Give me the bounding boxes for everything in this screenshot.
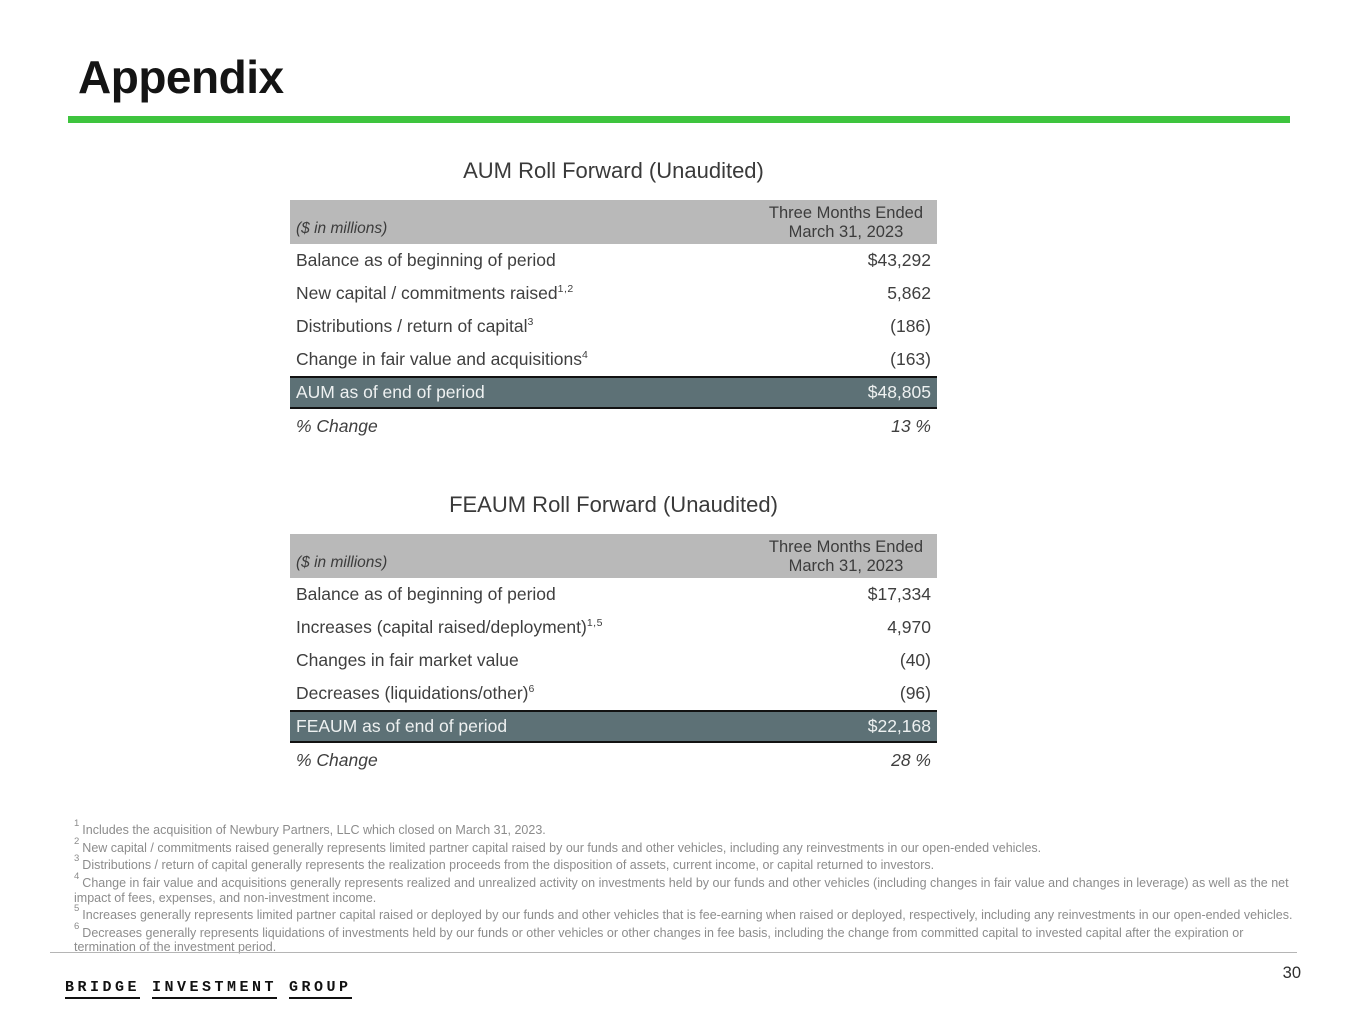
table-row: [290, 310, 937, 343]
percent-change-value: 28 %: [891, 749, 931, 770]
row-footnote-ref: 3: [527, 316, 534, 328]
footnote-text: New capital / commitments raised generally represents limited partner capital raised by our funds and other vehicles, including any reinvestments in our open-ended vehicles.: [82, 840, 1042, 855]
aum-table: [290, 200, 937, 443]
logo-word: BRIDGE: [65, 979, 140, 999]
table-row: [290, 277, 937, 310]
row-value: (163): [890, 349, 931, 369]
table-row: [290, 644, 937, 677]
footnote-number: 1: [74, 818, 80, 829]
row-value: 5,862: [887, 283, 931, 303]
footnote-number: 6: [74, 920, 80, 932]
footnote-4: [74, 870, 1307, 905]
footnote-text: Change in fair value and acquisitions generally represents realized and unrealized activity on investments held by our funds and other vehicles (including changes in fair value and changes in leverage) as well as the net impact of fees, expenses, and non-investment income.: [74, 876, 1289, 905]
table-row: [290, 244, 937, 277]
footnote-number: 5: [74, 903, 80, 915]
feaum-table-title: FEAUM Roll Forward (Unaudited): [449, 492, 778, 517]
title-accent-rule: [68, 116, 1290, 123]
row-footnote-ref: 4: [582, 349, 589, 361]
aum-roll-forward-section: [290, 158, 937, 443]
units-label: ($ in millions): [296, 220, 388, 237]
feaum-table: [290, 534, 937, 777]
row-value: 4,970: [887, 617, 931, 637]
footnote-text: Decreases generally represents liquidations of investments held by our funds or other vehicles or other changes in fee basis, including the change from committed capital to invested capital after the expiration or termination of the investment period.: [74, 925, 1244, 955]
total-row-value: $22,168: [867, 716, 931, 736]
logo-word: GROUP: [289, 979, 352, 999]
footnote-text: Distributions / return of capital generally represents the realization proceeds from the disposition of assets, current income, or capital returned to investors.: [82, 858, 935, 873]
bridge-investment-group-logo: [65, 979, 352, 999]
footnote-text: Increases generally represents limited partner capital raised or deployed by our funds and other vehicles that is fee-earning when raised or deployed, respectively, including any reinvestments in our open-ended vehicles.: [82, 908, 1293, 923]
total-row-value: $48,805: [867, 382, 931, 402]
footnote-number: 2: [74, 835, 80, 847]
row-value: (40): [899, 650, 931, 670]
percent-change-value: 13 %: [891, 415, 931, 436]
period-header-line2: March 31, 2023: [788, 223, 904, 241]
row-label: Distributions / return of capital: [296, 316, 528, 336]
row-value: $17,334: [867, 584, 931, 604]
percent-change-label: % Change: [296, 749, 378, 770]
page-number: 30: [1282, 964, 1301, 982]
table-row: [290, 578, 937, 611]
row-value: $43,292: [867, 250, 931, 270]
footnote-6: [74, 920, 1307, 955]
period-header: [769, 200, 937, 244]
footnote-number: 4: [74, 870, 80, 882]
logo-word: INVESTMENT: [152, 979, 277, 999]
row-footnote-ref: 6: [528, 683, 535, 695]
period-header: [769, 534, 937, 578]
row-label: Decreases (liquidations/other): [296, 683, 529, 703]
total-row-label: FEAUM as of end of period: [296, 716, 508, 736]
row-value: (96): [899, 683, 931, 703]
footnote-text: Includes the acquisition of Newbury Partners, LLC which closed on March 31, 2023.: [82, 823, 546, 838]
period-header-line1: Three Months Ended: [768, 204, 923, 222]
table-row: [290, 343, 937, 376]
total-row: [290, 710, 937, 743]
feaum-roll-forward-section: [290, 492, 937, 777]
footnote-5: [74, 905, 1307, 923]
page-title: Appendix: [78, 51, 284, 103]
period-header-line2: March 31, 2023: [788, 557, 904, 575]
units-label: ($ in millions): [296, 554, 388, 571]
total-row-label: AUM as of end of period: [296, 382, 485, 402]
percent-change-row: [290, 409, 937, 443]
percent-change-row: [290, 743, 937, 777]
feaum-table-header: [290, 534, 937, 578]
percent-change-label: % Change: [296, 415, 378, 436]
footnote-number: 3: [74, 853, 80, 865]
row-label: New capital / commitments raised: [296, 283, 558, 303]
footer-divider: [50, 952, 1297, 953]
row-label: Increases (capital raised/deployment): [296, 617, 587, 637]
row-value: (186): [890, 316, 931, 336]
aum-table-header: [290, 200, 937, 244]
footnote-2: [74, 835, 1307, 856]
row-footnote-ref: 1,2: [557, 283, 574, 295]
footnote-3: [74, 855, 1307, 873]
table-row: [290, 677, 937, 710]
footnote-1: [74, 820, 1307, 838]
aum-table-title: AUM Roll Forward (Unaudited): [463, 158, 764, 183]
row-label: Change in fair value and acquisitions: [296, 349, 583, 369]
row-label: Changes in fair market value: [296, 650, 519, 670]
row-label: Balance as of beginning of period: [296, 250, 556, 270]
total-row: [290, 376, 937, 409]
row-label: Balance as of beginning of period: [296, 584, 556, 604]
table-row: [290, 611, 937, 644]
row-footnote-ref: 1,5: [586, 617, 603, 629]
footnotes: [74, 820, 1307, 955]
period-header-line1: Three Months Ended: [768, 538, 923, 556]
